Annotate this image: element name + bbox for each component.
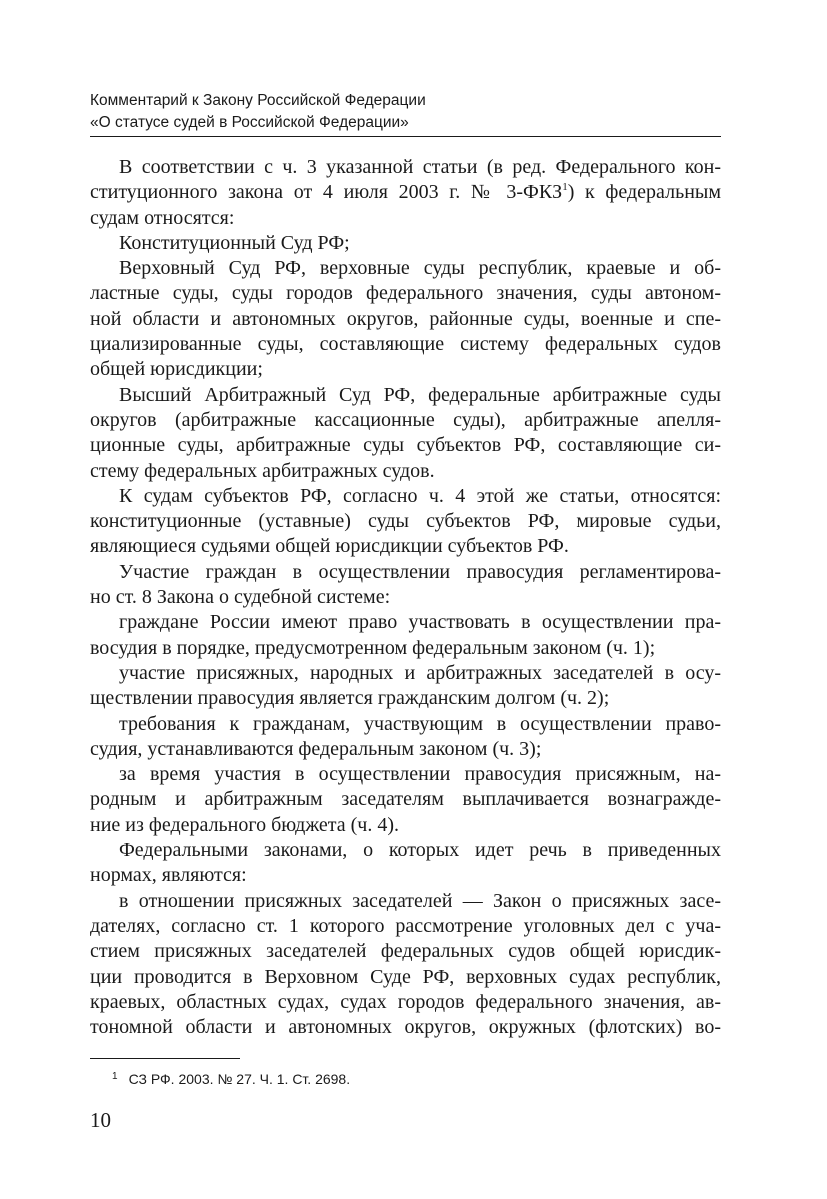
text-line: участие присяжных, народных и арбитражных заседателей в осу- <box>119 661 721 684</box>
text-line: ние из федерального бюджета (ч. 4). <box>90 813 400 836</box>
footnote-ref[interactable]: 1 <box>562 181 568 194</box>
paragraph <box>90 231 721 256</box>
paragraph <box>90 256 721 382</box>
text-line: Участие граждан в осуществлении правосудия регламентирова- <box>119 560 721 583</box>
header-line-2: «О статусе судей в Российской Федерации» <box>90 114 409 131</box>
text-line: восудия в порядке, предусмотренном федеральным законом (ч. 1); <box>90 636 656 659</box>
text-line: являющиеся судьями общей юрисдикции субъектов РФ. <box>90 535 569 558</box>
paragraph <box>90 383 721 484</box>
footnote <box>112 1070 350 1088</box>
text-line: требования к гражданам, участвующим в осуществлении право- <box>119 712 721 735</box>
text-line: конституционные (уставные) суды субъектов РФ, мировые судьи, <box>90 510 721 533</box>
text-line: дателях, согласно ст. 1 которого рассмотрение уголовных дел с уча- <box>90 914 721 937</box>
text-line: ластные суды, суды городов федерального значения, суды автоном- <box>90 282 721 305</box>
text-line <box>90 180 721 205</box>
text-line: за время участия в осуществлении правосудия присяжным, на- <box>119 763 721 786</box>
main-text <box>90 155 721 1040</box>
footnote-text: СЗ РФ. 2003. № 27. Ч. 1. Ст. 2698. <box>128 1071 351 1087</box>
text-fragment: ституционного закона от 4 июля 2003 г. № 3-ФКЗ <box>90 181 563 204</box>
text-fragment: ) к федеральным <box>567 181 722 204</box>
paragraph <box>90 155 721 231</box>
paragraph <box>90 484 721 560</box>
text-line: судия, устанавливаются федеральным законом (ч. 3); <box>90 737 542 760</box>
page-number: 10 <box>90 1108 111 1132</box>
paragraph <box>90 712 721 763</box>
paragraph <box>90 661 721 712</box>
text-line: ционные суды, арбитражные суды субъектов РФ, составляющие си- <box>90 434 721 457</box>
paragraph <box>90 838 721 889</box>
text-line: Федеральными законами, о которых идет речь в приведенных <box>119 839 721 862</box>
running-header <box>90 90 720 134</box>
text-line: но ст. 8 Закона о судебной системе: <box>90 586 391 609</box>
text-line: в отношении присяжных заседателей — Закон о присяжных засе- <box>119 889 721 912</box>
text-line: краевых, областных судах, судах городов федерального значения, ав- <box>90 990 721 1013</box>
paragraph <box>90 762 721 838</box>
paragraph <box>90 560 721 611</box>
text-line: округов (арбитражные кассационные суды), арбитражные апелля- <box>90 408 721 431</box>
text-line: Конституционный Суд РФ; <box>119 231 350 254</box>
text-line: общей юрисдикции; <box>90 358 263 381</box>
text-line: нормах, являются: <box>90 864 247 887</box>
text-line: родным и арбитражным заседателям выплачивается вознагражде- <box>90 788 721 811</box>
text-line: тономной области и автономных округов, окружных (флотских) во- <box>90 1016 721 1039</box>
text-line: Верховный Суд РФ, верховные суды республик, краевые и об- <box>119 257 721 280</box>
text-line: В соответствии с ч. 3 указанной статьи (в ред. Федерального кон- <box>119 156 721 178</box>
text-line: стием присяжных заседателей федеральных судов общей юрисдик- <box>90 940 721 963</box>
text-line: стему федеральных арбитражных судов. <box>90 459 435 482</box>
text-line: К судам субъектов РФ, согласно ч. 4 этой же статьи, относятся: <box>119 484 721 507</box>
text-line: ной области и автономных округов, районные суды, военные и спе- <box>90 307 721 330</box>
paragraph <box>90 610 721 661</box>
footnote-mark: 1 <box>112 1071 118 1082</box>
text-line: ции проводится в Верховном Суде РФ, верховных судах республик, <box>90 965 721 988</box>
text-line: судам относятся: <box>90 206 235 229</box>
header-line-1: Комментарий к Закону Российской Федерации <box>90 92 426 109</box>
text-line: ществлении правосудия является гражданским долгом (ч. 2); <box>90 687 610 710</box>
paragraph <box>90 889 721 1041</box>
footnote-rule <box>90 1058 240 1059</box>
header-rule <box>90 136 721 137</box>
text-line: циализированные суды, составляющие систему федеральных судов <box>90 333 721 356</box>
text-line: граждане России имеют право участвовать в осуществлении пра- <box>119 611 721 634</box>
text-line: Высший Арбитражный Суд РФ, федеральные арбитражные суды <box>119 383 721 406</box>
